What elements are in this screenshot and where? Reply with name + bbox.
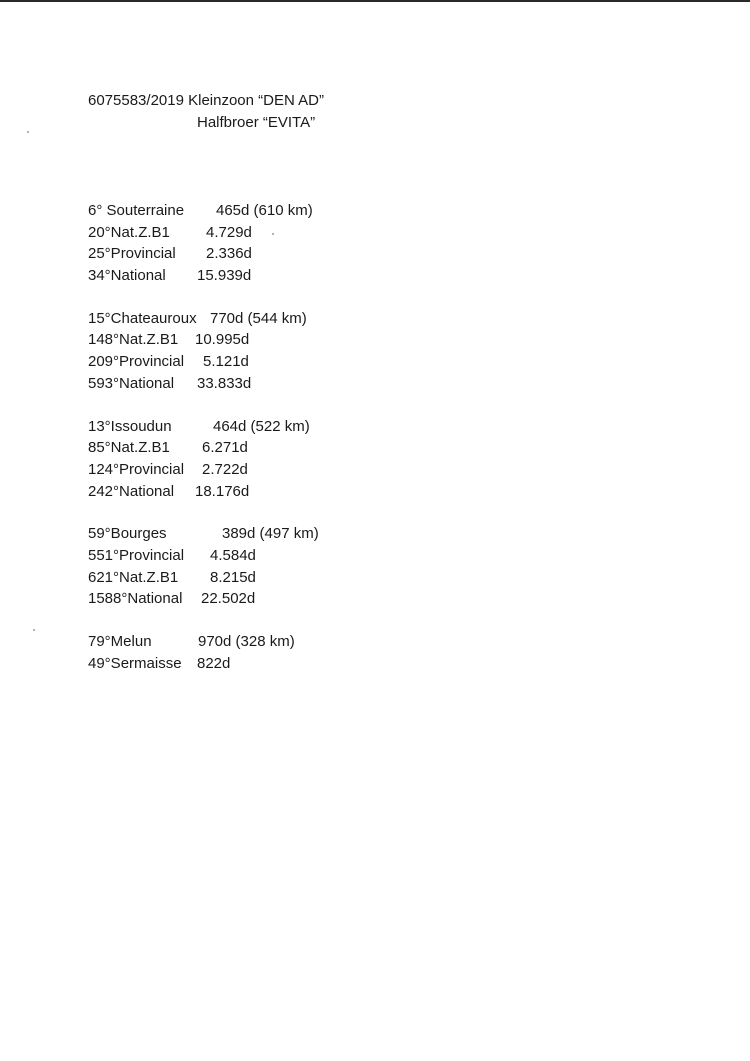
result-place: 79°Melun	[88, 633, 152, 650]
document-page	[88, 90, 688, 695]
result-place: 85°Nat.Z.B1	[88, 439, 170, 457]
result-value: 822d	[197, 654, 231, 672]
result-place: 242°National	[88, 482, 175, 500]
result-value: 389d (497 km)	[222, 525, 319, 543]
result-row	[88, 653, 688, 675]
result-row	[88, 308, 688, 330]
result-value: 10.995d	[195, 331, 250, 349]
result-value: 6.271d	[202, 439, 248, 457]
scan-speck	[27, 131, 29, 133]
result-place: 34°National	[88, 267, 166, 285]
result-place: 551°Provincial	[88, 546, 185, 564]
result-row	[88, 416, 688, 438]
result-row	[88, 437, 688, 459]
result-value: 33.833d	[197, 374, 252, 392]
result-place: 6° Souterraine	[88, 202, 185, 219]
result-row	[88, 265, 688, 287]
result-place: 25°Provincial	[88, 245, 176, 263]
result-place: 1588°National	[88, 590, 183, 608]
result-row	[88, 567, 688, 589]
result-value: 18.176d	[195, 482, 250, 500]
result-row	[88, 329, 688, 351]
result-row	[88, 588, 688, 610]
result-value: 8.215d	[210, 568, 256, 586]
race-results-list	[88, 200, 688, 674]
result-row	[88, 373, 688, 395]
scan-edge-line	[0, 0, 750, 2]
race-group-melun	[88, 631, 688, 674]
result-row	[88, 200, 688, 222]
result-value: 5.121d	[203, 353, 249, 371]
race-group-bourges	[88, 523, 688, 610]
result-place: 593°National	[88, 374, 175, 392]
result-row	[88, 243, 688, 265]
result-row	[88, 459, 688, 481]
scan-speck	[33, 629, 35, 631]
result-place: 148°Nat.Z.B1	[88, 331, 179, 349]
result-value: 2.722d	[202, 460, 248, 478]
document-subtitle: Halfbroer “EVITA”	[197, 114, 316, 131]
result-row	[88, 222, 688, 244]
result-place: 209°Provincial	[88, 353, 185, 371]
result-place: 15°Chateauroux	[88, 309, 197, 327]
race-group-issoudun	[88, 416, 688, 503]
result-value: 22.502d	[201, 590, 256, 608]
result-value: 465d (610 km)	[216, 202, 313, 219]
result-value: 4.584d	[210, 546, 256, 564]
result-row	[88, 523, 688, 545]
result-place: 621°Nat.Z.B1	[88, 568, 179, 586]
result-value: 15.939d	[197, 267, 252, 285]
document-title: 6075583/2019 Kleinzoon “DEN AD”	[88, 92, 324, 109]
result-value: 464d (522 km)	[213, 417, 310, 435]
result-value: 770d (544 km)	[210, 309, 307, 327]
result-place: 20°Nat.Z.B1	[88, 223, 170, 241]
result-value: 4.729d	[206, 223, 252, 241]
result-row	[88, 481, 688, 503]
race-group-souterraine	[88, 200, 688, 287]
result-place: 49°Sermaisse	[88, 654, 182, 672]
result-row	[88, 545, 688, 567]
result-value: 970d (328 km)	[198, 633, 295, 650]
result-value: 2.336d	[206, 245, 252, 263]
result-place: 13°Issoudun	[88, 417, 172, 435]
result-row	[88, 351, 688, 373]
result-row	[88, 631, 688, 653]
result-place: 59°Bourges	[88, 525, 167, 543]
result-place: 124°Provincial	[88, 460, 185, 478]
race-group-chateauroux	[88, 308, 688, 395]
